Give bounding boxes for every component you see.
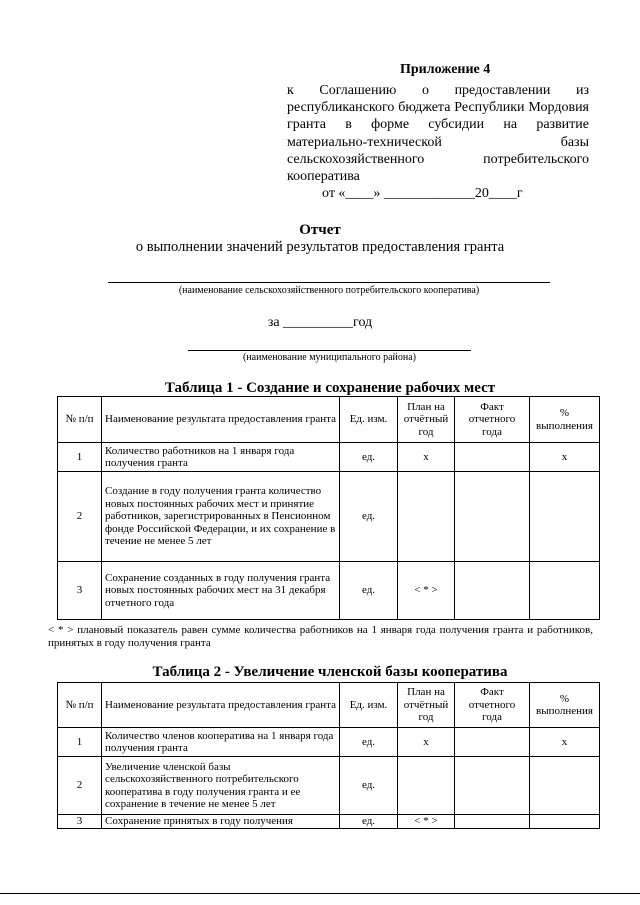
table-cell: 3 (58, 815, 102, 829)
table1-header-cell: Ед. изм. (340, 397, 398, 443)
report-subtitle: о выполнении значений результатов предоставления гранта (135, 239, 505, 255)
table1-footnote: < * > плановый показатель равен сумме количества работников на 1 января года получения гранта и работников, принятых в году получения гранта (48, 624, 593, 649)
table-cell (530, 562, 600, 620)
table-cell (530, 757, 600, 815)
table-cell (455, 472, 530, 562)
table-cell (455, 728, 530, 757)
table-cell: 3 (58, 562, 102, 620)
table-cell: ед. (340, 443, 398, 472)
coop-name-line (108, 282, 550, 283)
table-row (58, 728, 600, 757)
table-cell: ед. (340, 757, 398, 815)
table1 (57, 396, 600, 620)
page-bottom-rule (0, 893, 640, 894)
report-title: Отчет (299, 222, 341, 238)
table-cell (398, 757, 455, 815)
table2-header-cell: Наименование результата предоставления гранта (102, 683, 340, 728)
table-cell: ед. (340, 815, 398, 829)
table-cell: < * > (398, 562, 455, 620)
table-cell: 2 (58, 757, 102, 815)
table-cell: Количество членов кооператива на 1 января года получения гранта (102, 728, 340, 757)
table-cell (530, 472, 600, 562)
table-cell (455, 815, 530, 829)
table2-header-row (58, 683, 600, 728)
table-row (58, 562, 600, 620)
table1-header-cell: % выполнения (530, 397, 600, 443)
table-cell (455, 562, 530, 620)
agreement-date-line: от «____» _____________20____г (322, 186, 523, 201)
table1-header-cell: № п/п (58, 397, 102, 443)
table-cell: ед. (340, 728, 398, 757)
table-cell (455, 443, 530, 472)
table-cell: х (530, 443, 600, 472)
table-cell: х (530, 728, 600, 757)
table-cell: Создание в году получения гранта количество новых постоянных рабочих мест и принятие работников, зарегистрированных в Пенсионном фонде Российской Федерации, и их сохранение в течение не менее 5 лет (102, 472, 340, 562)
table-cell: Сохранение принятых в году получения (102, 815, 340, 829)
table1-header-cell: План на отчётный год (398, 397, 455, 443)
table-cell (455, 757, 530, 815)
table2-header-cell: № п/п (58, 683, 102, 728)
coop-name-caption: (наименование сельскохозяйственного потребительского кооператива) (178, 285, 480, 296)
table-cell (398, 472, 455, 562)
table-cell: ед. (340, 472, 398, 562)
table-cell: Количество работников на 1 января года получения гранта (102, 443, 340, 472)
table-row (58, 443, 600, 472)
table-row (58, 757, 600, 815)
table-cell: х (398, 728, 455, 757)
report-period: за __________год (267, 315, 373, 330)
table2-header-cell: Факт отчетного года (455, 683, 530, 728)
table-cell: 2 (58, 472, 102, 562)
table1-title: Таблица 1 - Создание и сохранение рабочих мест (164, 380, 496, 396)
table-row (58, 472, 600, 562)
table-cell: 1 (58, 728, 102, 757)
appendix-body: к Соглашению о предоставлении из республиканского бюджета Республики Мордовия гранта в форме субсидии на развитие материально-технической базы сельскохозяйственного потребительского кооператива (287, 83, 589, 185)
table-cell: 1 (58, 443, 102, 472)
table-cell: < * > (398, 815, 455, 829)
table2-header-cell: Ед. изм. (340, 683, 398, 728)
table-cell: х (398, 443, 455, 472)
table-cell: Сохранение созданных в году получения гранта новых постоянных рабочих мест на 31 декабря отчетного года (102, 562, 340, 620)
table2 (57, 682, 600, 829)
table-cell: Увеличение членской базы сельскохозяйственного потребительского кооператива в году получения гранта и ее сохранение в течение не менее 5 лет (102, 757, 340, 815)
table1-header-row (58, 397, 600, 443)
table2-title: Таблица 2 - Увеличение членской базы кооператива (152, 664, 508, 680)
table-row (58, 815, 600, 829)
table1-header-cell: Наименование результата предоставления гранта (102, 397, 340, 443)
appendix-title: Приложение 4 (400, 62, 491, 77)
table-cell: ед. (340, 562, 398, 620)
table2-header-cell: План на отчётный год (398, 683, 455, 728)
district-name-line (188, 350, 471, 351)
table2-header-cell: % выполнения (530, 683, 600, 728)
district-name-caption: (наименование муниципального района) (242, 352, 417, 363)
table-cell (530, 815, 600, 829)
table1-header-cell: Факт отчетного года (455, 397, 530, 443)
